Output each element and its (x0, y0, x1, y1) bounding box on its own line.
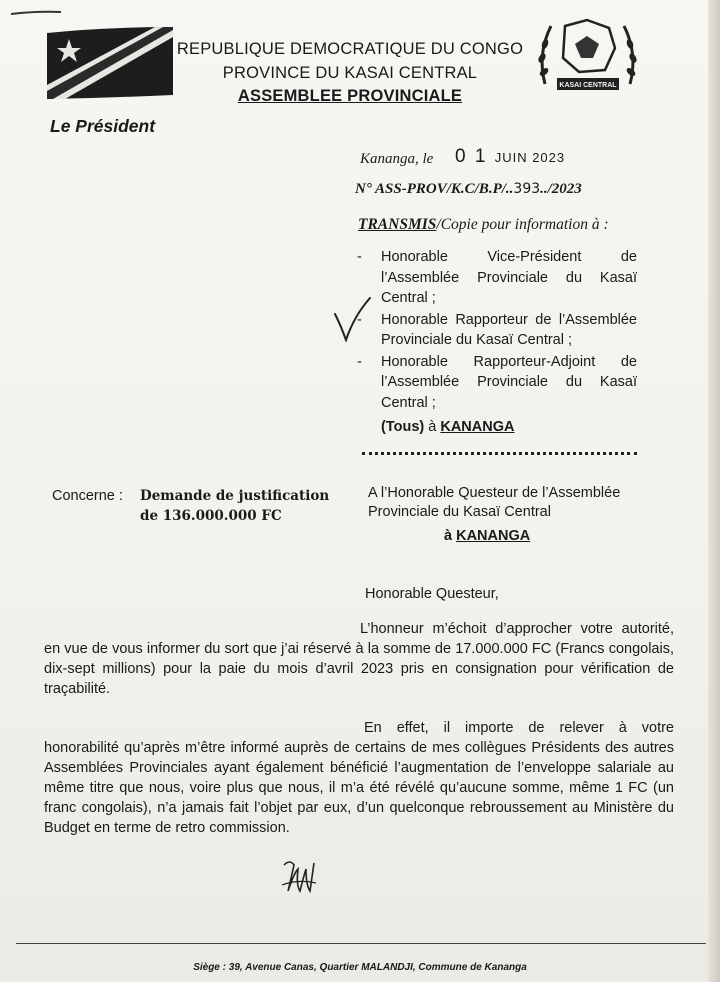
addressee-block (368, 484, 648, 546)
date-place: Kananga, le (360, 151, 434, 167)
reference-number (355, 181, 582, 198)
transmis-rest: /Copie pour information à : (436, 216, 609, 233)
recipient-list (355, 247, 637, 438)
transmis-keyword: TRANSMIS (358, 216, 437, 233)
footer-address: Siège : 39, Avenue Canas, Quartier MALANDJI, Commune de Kananga (193, 962, 527, 973)
paragraph-1: L’honneur m’échoit d’approcher votre autorité, en vue de vous informer du sort que j’ai réservé à la somme de 17.000.000 FC (Francs congolais, dix-sept millions) pour la paie du mois d’avril 2023 pris en consignation pour vérification de traçabilité. (44, 621, 674, 697)
subject-block (52, 486, 329, 526)
header-assembly: ASSEMBLEE PROVINCIALE (237, 87, 463, 105)
president-title: Le Président (50, 116, 156, 136)
date-month: JUIN 2023 (494, 150, 566, 165)
recipient-item: - Honorable Vice-Président de l’Assemblée Provinciale du Kasaï Central ; (357, 249, 637, 306)
tous-line: (Tous) à KANANGA (381, 419, 515, 435)
subject-label: Concerne : (52, 488, 123, 504)
header-province: PROVINCE DU KASAI CENTRAL (222, 64, 478, 82)
paragraph-2: En effet, il importe de relever à votre honorabilité qu’après m’être informé auprès de certains de mes collègues Présidents des autres Assemblées Provinciales ayant également bénéficié l’augmentation de l’enveloppe salariale au même titre que nous, voire plus que nous, il m’a été révélé qu’aucune somme, même 1 FC (un franc congolais), n’a jamais fait l’objet par eux, d’un quelconque rebroussement au Ministère du Budget en terme de retro commission. (44, 720, 674, 836)
recipient-item: - Honorable Rapporteur de l’Assemblée Provinciale du Kasaï Central ; (357, 311, 637, 348)
transmis-line (358, 216, 609, 234)
date-stamp (455, 146, 565, 168)
dotted-separator (362, 452, 637, 455)
paper-edge (708, 0, 720, 982)
pen-mark (10, 10, 62, 16)
drc-flag-icon (45, 25, 175, 100)
salutation: Honorable Questeur, (365, 586, 499, 602)
assembly-seal-icon (535, 14, 640, 96)
footer-rule (16, 943, 706, 944)
header-country: REPUBLIQUE DEMOCRATIQUE DU CONGO (176, 40, 524, 58)
subject-line1: Demande de justification (140, 488, 330, 504)
date-day: 0 1 (455, 146, 488, 167)
addressee-city: à KANANGA (444, 528, 531, 544)
initials-signature (280, 855, 318, 895)
reference-prefix: N° ASS-PROV/K.C/B.P/.. (355, 181, 514, 197)
reference-suffix: ../2023 (540, 181, 582, 197)
subject-line2: de 136.000.000 FC (140, 508, 282, 524)
reference-handwritten: 393 (513, 181, 541, 197)
recipient-item: - Honorable Rapporteur-Adjoint de l’Assemblée Provinciale du Kasaï Central ; (357, 353, 637, 411)
addressee-line: A l’Honorable Questeur de l’Assemblée Provinciale du Kasaï Central (368, 485, 621, 520)
seal-text: KASAI CENTRAL (559, 82, 617, 89)
